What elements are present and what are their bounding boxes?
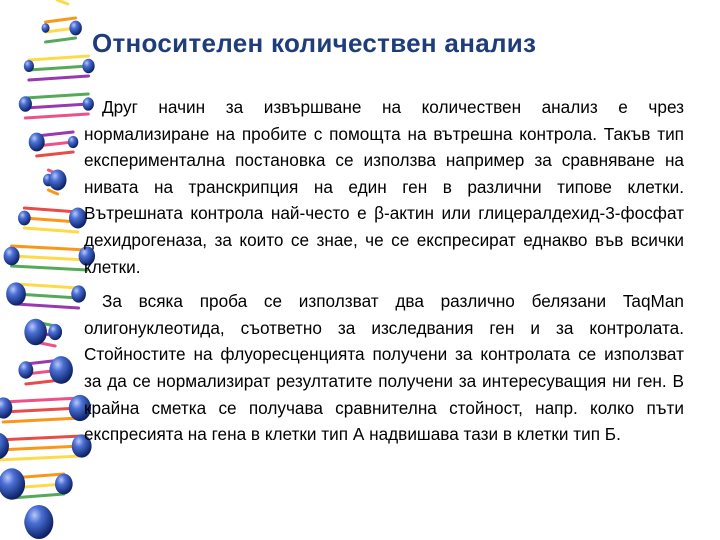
dna-rung: [16, 304, 79, 308]
dna-rung: [37, 152, 73, 156]
dna-bead: [55, 474, 73, 495]
dna-rung: [3, 418, 80, 422]
dna-rung: [46, 18, 76, 22]
dna-rung: [12, 256, 87, 260]
dna-bead: [24, 505, 53, 539]
dna-bead: [24, 319, 47, 346]
dna-bead: [18, 211, 31, 226]
dna-rung: [29, 66, 89, 70]
dna-rung: [0, 456, 82, 460]
dna-bead: [68, 136, 78, 148]
dna-rung: [25, 114, 88, 118]
dna-bead: [6, 282, 26, 305]
dna-rung: [0, 446, 82, 450]
dna-rung: [46, 38, 76, 42]
dna-bead: [49, 356, 73, 384]
dna-rung: [57, 0, 68, 4]
dna-rung: [25, 94, 88, 98]
dna-rung: [24, 228, 78, 232]
dna-bead: [49, 170, 67, 191]
dna-rung: [3, 408, 80, 412]
dna-rung: [48, 190, 57, 194]
dna-bead: [29, 133, 45, 152]
page-title: Относителен количествен анализ: [92, 28, 537, 58]
dna-rung: [25, 104, 88, 108]
dna-bead: [69, 21, 81, 36]
dna-bead: [48, 324, 62, 340]
dna-rung: [29, 56, 89, 60]
dna-bead: [19, 96, 32, 112]
dna-rung: [29, 76, 89, 80]
dna-bead: [0, 468, 25, 499]
paragraph-2: За всяка проба се използват два различно белязани TaqMan олигонуклеотида, съответно за изследвания ген и за контролата. Стойностите на флуоресценцията получени за контролата се използват за да се нормализират резултатите получени за интересуващия ни ген. В крайна сметка се получава сравнителна стойност, напр. колко пъти експресията на гена в клетки тип А надвишава тази в клетки тип Б.: [84, 291, 684, 445]
dna-bead: [42, 23, 50, 32]
dna-rung: [24, 208, 78, 212]
dna-rung: [0, 436, 82, 440]
dna-bead: [18, 361, 33, 378]
dna-bead: [82, 59, 94, 73]
dna-rung: [12, 246, 87, 250]
dna-bead: [0, 433, 9, 459]
dna-rung: [12, 266, 87, 270]
dna-bead: [4, 247, 20, 266]
paragraph-1: Друг начин за извършване на количествен анализ е чрез нормализиране на пробите с помощта на вътрешна контрола. Такъв тип експериментална постановка се използва например за сравняване на нивата на транскрипция на един ген в различни типове клетки. Вътрешната контрола най-често е β-актин или глицералдехид-3-фосфат дехидрогеназа, за които се знае, че се експресират еднакво във всички клетки.: [84, 97, 684, 277]
dna-rung: [16, 284, 79, 288]
body-text: [84, 94, 684, 448]
dna-bead: [24, 60, 34, 72]
dna-rung: [3, 398, 80, 402]
